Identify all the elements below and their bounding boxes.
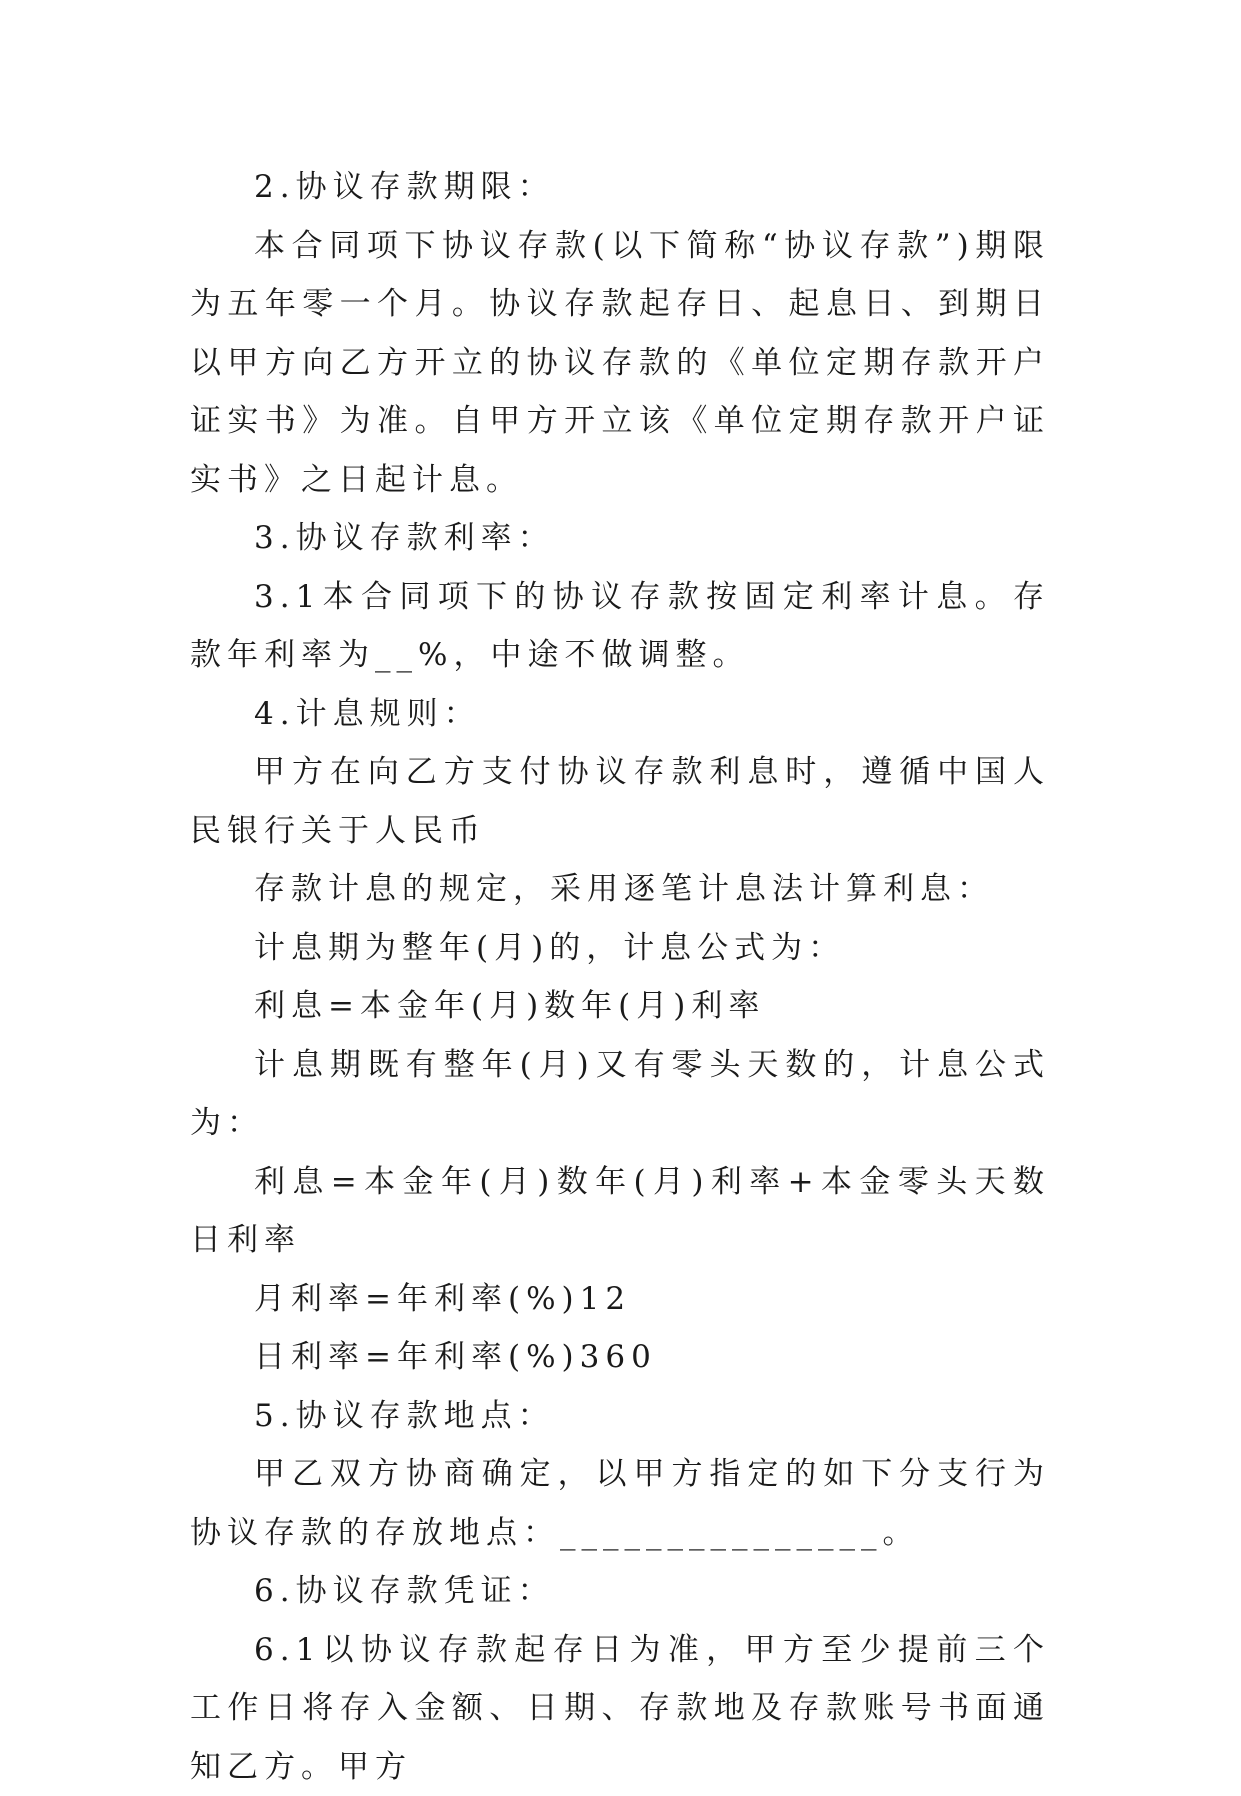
paragraph-term: 本合同项下协议存款(以下简称“协议存款”)期限为五年零一个月。协议存款起存日、起息日、到期日以甲方向乙方开立的协议存款的《单位定期存款开户证实书》为准。自甲方开立该《单位定期存款开户证实书》之日起计息。 (190, 217, 1050, 510)
paragraph-voucher: 6.1以协议存款起存日为准，甲方至少提前三个工作日将存入金额、日期、存款地及存款账号书面通知乙方。甲方 (190, 1621, 1050, 1796)
section-heading-interest-rules: 4.计息规则： (190, 685, 1050, 744)
formula-mixed: 利息=本金年(月)数年(月)利率+本金零头天数日利率 (190, 1153, 1050, 1270)
section-heading-rate: 3.协议存款利率： (190, 509, 1050, 568)
paragraph-interest-rules: 甲方在向乙方支付协议存款利息时，遵循中国人民银行关于人民币 (190, 743, 1050, 860)
formula-intro-whole: 计息期为整年(月)的，计息公式为： (190, 919, 1050, 978)
paragraph-rate: 3.1本合同项下的协议存款按固定利率计息。存款年利率为__%，中途不做调整。 (190, 568, 1050, 685)
paragraph-interest-method: 存款计息的规定，采用逐笔计息法计算利息： (190, 860, 1050, 919)
formula-monthly-rate: 月利率=年利率(%)12 (190, 1270, 1050, 1329)
paragraph-location: 甲乙双方协商确定，以甲方指定的如下分支行为协议存款的存放地点：_______________。 (190, 1445, 1050, 1562)
section-heading-voucher: 6.协议存款凭证： (190, 1562, 1050, 1621)
formula-whole: 利息=本金年(月)数年(月)利率 (190, 977, 1050, 1036)
formula-intro-mixed: 计息期既有整年(月)又有零头天数的，计息公式为： (190, 1036, 1050, 1153)
section-heading-term: 2.协议存款期限： (190, 158, 1050, 217)
formula-daily-rate: 日利率=年利率(%)360 (190, 1328, 1050, 1387)
section-heading-location: 5.协议存款地点： (190, 1387, 1050, 1446)
document-body (190, 158, 1050, 1796)
